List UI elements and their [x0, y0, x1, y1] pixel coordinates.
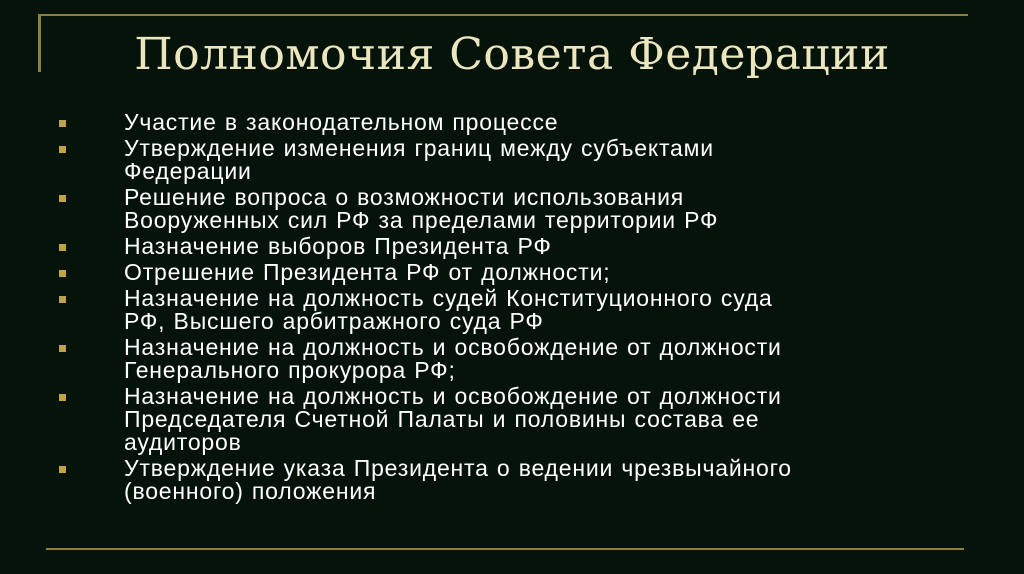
square-bullet-icon: [59, 120, 66, 127]
list-item: [54, 261, 954, 284]
list-item: [54, 457, 954, 503]
list-item-text: Назначение выборов Президента РФ: [124, 233, 552, 259]
slide-title: Полномочия Совета Федерации: [134, 29, 890, 80]
list-item: [54, 111, 954, 134]
list-item-text: Назначение на должность и освобождение от должности Председателя Счетной Палаты и половины состава ее аудиторов: [124, 383, 782, 455]
list-item-text: Утверждение указа Президента о ведении чрезвычайного (военного) положения: [124, 455, 792, 504]
list-item: [54, 336, 954, 382]
square-bullet-icon: [59, 394, 66, 401]
list-item: [54, 385, 954, 454]
square-bullet-icon: [59, 296, 66, 303]
square-bullet-icon: [59, 244, 66, 251]
square-bullet-icon: [59, 270, 66, 277]
list-item-text: Решение вопроса о возможности использования Вооруженных сил РФ за пределами территории РФ: [124, 184, 719, 233]
list-item-text: Утверждение изменения границ между субъектами Федерации: [124, 135, 714, 184]
square-bullet-icon: [59, 195, 66, 202]
square-bullet-icon: [59, 146, 66, 153]
list-item-text: Участие в законодательном процессе: [124, 109, 559, 135]
square-bullet-icon: [59, 345, 66, 352]
list-item-text: Отрешение Президента РФ от должности;: [124, 259, 611, 285]
frame-bottom-line: [46, 548, 964, 550]
list-item: [54, 137, 954, 183]
powers-list: [54, 111, 954, 506]
list-item: [54, 287, 954, 333]
list-item-text: Назначение на должность и освобождение от должности Генерального прокурора РФ;: [124, 334, 782, 383]
list-item: [54, 235, 954, 258]
square-bullet-icon: [59, 466, 66, 473]
frame-top-line: [38, 14, 968, 16]
list-item: [54, 186, 954, 232]
list-item-text: Назначение на должность судей Конституционного суда РФ, Высшего арбитражного суда РФ: [124, 285, 773, 334]
